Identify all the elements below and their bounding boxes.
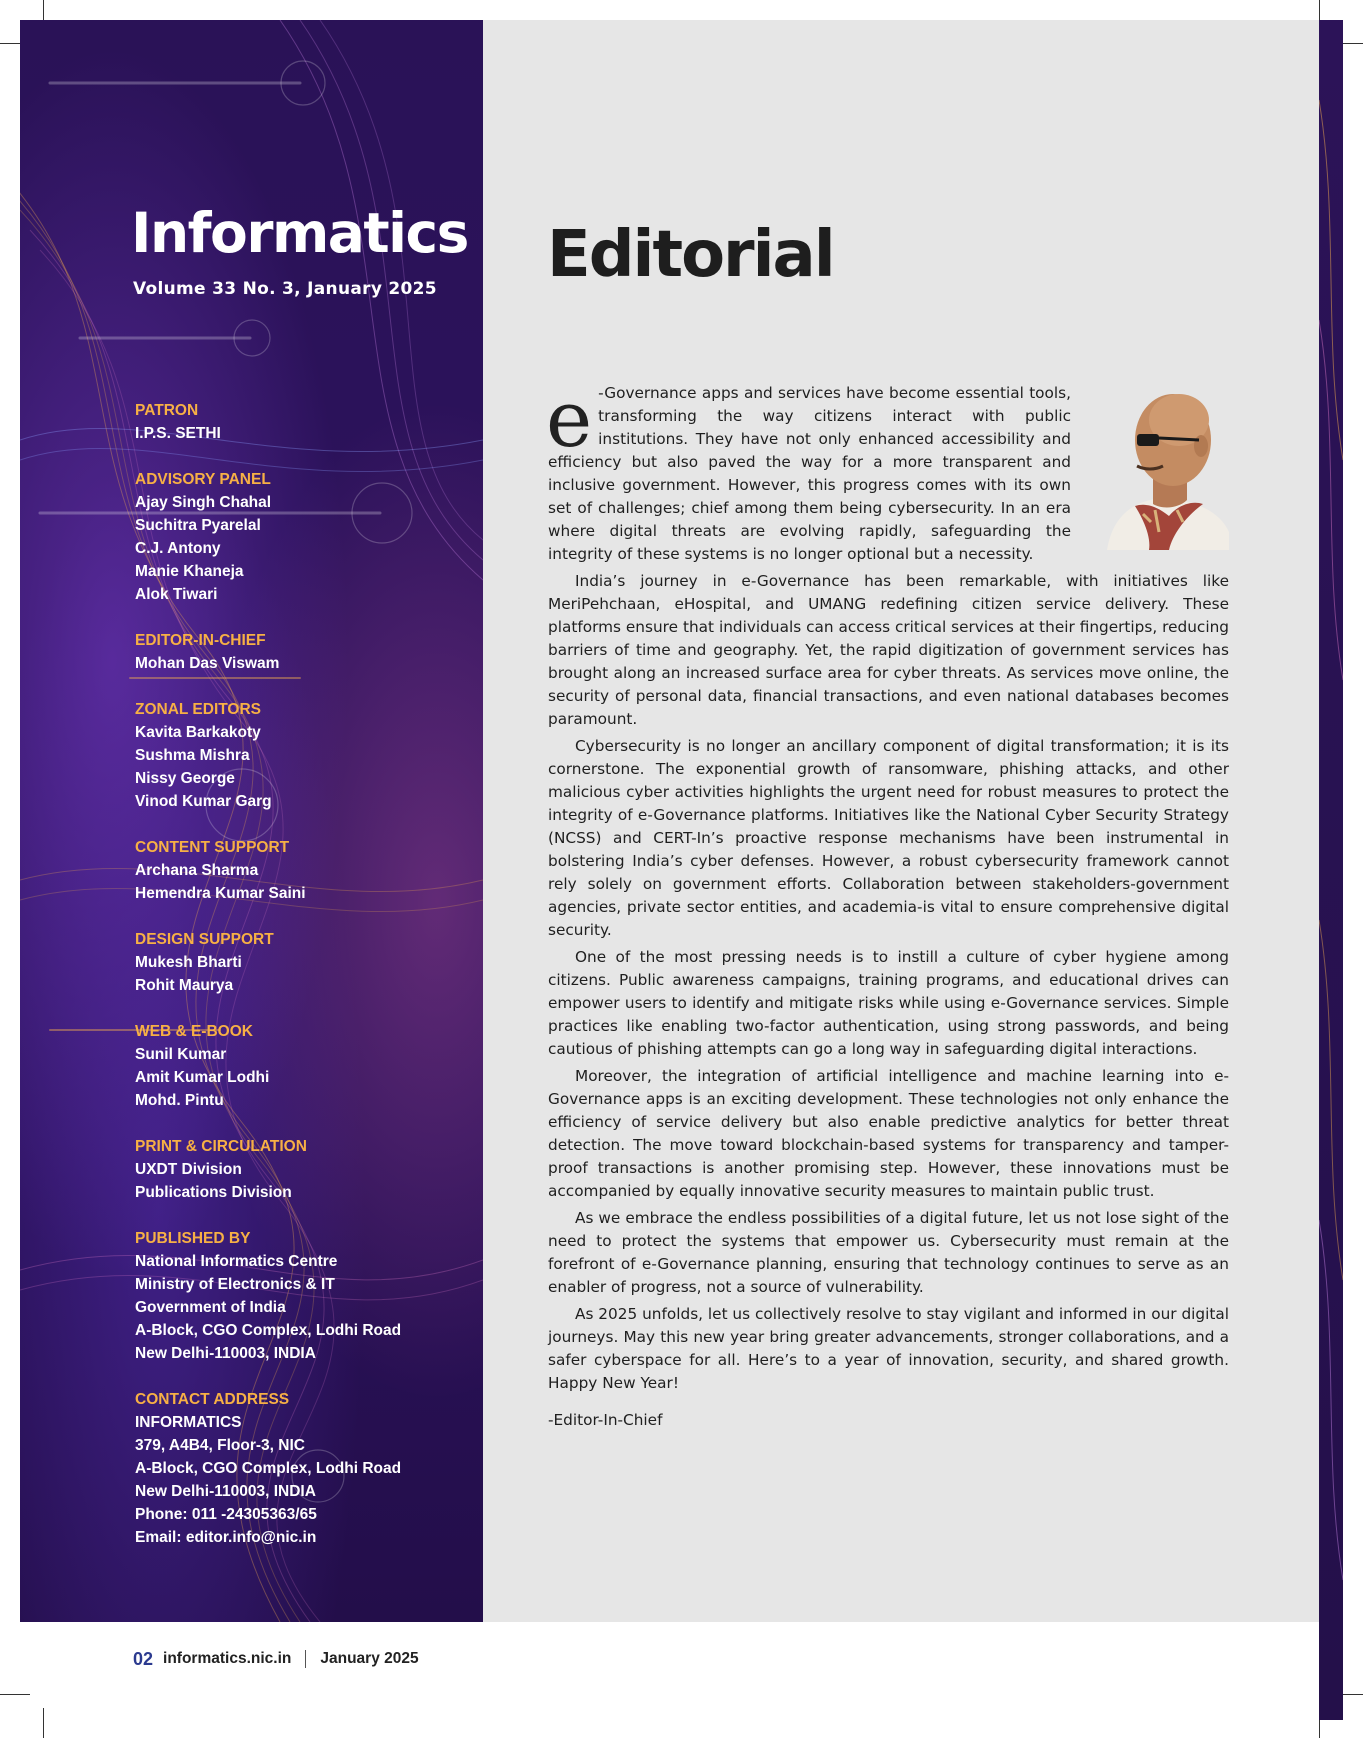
paragraph: As we embrace the endless possibilities of a digital future, let us not lose sight of the need to protect the systems that empower us. Cybersecurity must remain at the forefront of e-Governance planning, ensuring that technology continues to serve as an enabler of progress, not a source of vulnerability. (548, 1209, 1229, 1296)
masthead-line: Archana Sharma (135, 862, 259, 879)
masthead-group (135, 399, 465, 445)
masthead-heading: EDITOR-IN-CHIEF (135, 632, 266, 649)
masthead-line: Phone: 011 -24305363/65 (135, 1506, 317, 1523)
masthead-line: Government of India (135, 1299, 286, 1316)
masthead-heading: ZONAL EDITORS (135, 701, 262, 718)
masthead-list (135, 399, 465, 1572)
masthead-line: Mohan Das Viswam (135, 655, 280, 672)
page-footer (133, 1647, 419, 1671)
masthead-line: I.P.S. SETHI (135, 425, 221, 442)
masthead-line: INFORMATICS (135, 1414, 242, 1431)
crop-mark (0, 1694, 30, 1695)
masthead-line: Kavita Barkakoty (135, 724, 261, 741)
paragraph: India’s journey in e-Governance has been remarkable, with initiatives like MeriPehchaan, eHospital, and UMANG redefining citizen service delivery. These platforms ensure that individuals can access critical services at their fingertips, reducing barriers of time and geography. Yet, the rapid digitization of government services has brought along an increased surface area for cyber threats. As services move online, the security of personal data, financial transactions, and even national databases becomes paramount. (548, 572, 1229, 728)
drop-cap: e (546, 375, 593, 465)
masthead-line: Manie Khaneja (135, 563, 244, 580)
masthead-line: Mukesh Bharti (135, 954, 242, 971)
masthead-line: Suchitra Pyarelal (135, 517, 261, 534)
masthead-sidebar (20, 20, 483, 1622)
masthead-line: UXDT Division (135, 1161, 242, 1178)
magazine-issue: Volume 33 No. 3, January 2025 (133, 279, 437, 299)
masthead-line: Hemendra Kumar Saini (135, 885, 306, 902)
masthead-heading: DESIGN SUPPORT (135, 931, 274, 948)
masthead-line: Ministry of Electronics & IT (135, 1276, 335, 1293)
paragraph: Cybersecurity is no longer an ancillary component of digital transformation; it is its cornerstone. The exponential growth of ransomware, phishing attacks, and other malicious cyber activities highlights the urgent need for robust measures to protect the integrity of e-Governance platforms. Initiatives like the National Cyber Security Strategy (NCSS) and CERT-In’s proactive response mechanisms have been instrumental in bolstering India’s cyber defenses. However, a robust cybersecurity framework cannot rely solely on government efforts. Collaboration between stakeholders-government agencies, private sector entities, and academia-is vital to ensure comprehensive digital security. (548, 737, 1229, 939)
masthead-line: Alok Tiwari (135, 586, 218, 603)
masthead-group (135, 1020, 465, 1112)
footer-date: January 2025 (320, 1650, 419, 1667)
masthead-group (135, 1227, 465, 1365)
right-edge-strip (1319, 20, 1343, 1720)
masthead-heading: CONTACT ADDRESS (135, 1391, 290, 1408)
footer-divider (305, 1650, 306, 1668)
masthead-line: Sunil Kumar (135, 1046, 227, 1063)
masthead-heading: CONTENT SUPPORT (135, 839, 290, 856)
masthead-heading: WEB & E-BOOK (135, 1023, 253, 1040)
masthead-line: Email: editor.info@nic.in (135, 1529, 317, 1546)
magazine-title: Informatics (131, 201, 468, 265)
masthead-group (135, 928, 465, 997)
masthead-group (135, 1388, 465, 1549)
masthead-line: Sushma Mishra (135, 747, 250, 764)
decorative-wave-lines (1319, 20, 1343, 1720)
masthead-line: Nissy George (135, 770, 235, 787)
masthead-line: A-Block, CGO Complex, Lodhi Road (135, 1460, 402, 1477)
masthead-group (135, 698, 465, 813)
masthead-line: National Informatics Centre (135, 1253, 338, 1270)
footer-website-link[interactable]: informatics.nic.in (163, 1650, 292, 1667)
masthead-line: Vinod Kumar Garg (135, 793, 272, 810)
masthead-group (135, 468, 465, 606)
paragraph: As 2025 unfolds, let us collectively resolve to stay vigilant and informed in our digital journeys. May this new year bring greater advancements, stronger collaborations, and a safer cyberspace for all. Here’s to a year of innovation, security, and shared growth. Happy New Year! (548, 1305, 1229, 1392)
page-title: Editorial (547, 218, 834, 292)
paragraph: Moreover, the integration of artificial intelligence and machine learning into e-Governance apps is an exciting development. These technologies not only enhance the efficiency of service delivery but also enable predictive analytics for better threat detection. The move toward blockchain-based systems for transparency and tamper-proof transactions is another promising step. However, these innovations must be accompanied by equally innovative security measures to maintain public trust. (548, 1067, 1229, 1200)
masthead-line: 379, A4B4, Floor-3, NIC (135, 1437, 305, 1454)
masthead-line: New Delhi-110003, INDIA (135, 1483, 316, 1500)
masthead-heading: PATRON (135, 402, 199, 419)
paragraph: One of the most pressing needs is to instill a culture of cyber hygiene among citizens. Public awareness campaigns, training programs, and educational drives can empower users to identify and mitigate risks while using e-Governance services. Simple practices like enabling two-factor authentication, using strong passwords, and being cautious of phishing attempts can go a long way in safeguarding digital interactions. (548, 948, 1229, 1058)
masthead-line: Amit Kumar Lodhi (135, 1069, 270, 1086)
editor-photo (1093, 382, 1229, 550)
masthead-line: New Delhi-110003, INDIA (135, 1345, 316, 1362)
paragraph-intro-text: -Governance apps and services have become essential tools, transforming the way citizens interact with public institutions. They have not only enhanced accessibility and efficiency but also paved the way for a more transparent and inclusive government. However, this progress comes with its own set of challenges; chief among them being cybersecurity. In an era where digital threats are evolving rapidly, safeguarding the integrity of these systems is no longer optional but a necessity. (548, 384, 1071, 563)
masthead-line: Mohd. Pintu (135, 1092, 224, 1109)
masthead-heading: ADVISORY PANEL (135, 471, 271, 488)
masthead-group (135, 1135, 465, 1204)
masthead-heading: PUBLISHED BY (135, 1230, 251, 1247)
masthead-line: C.J. Antony (135, 540, 221, 557)
masthead-line: Publications Division (135, 1184, 292, 1201)
masthead-line: Rohit Maurya (135, 977, 234, 994)
page-number: 02 (133, 1648, 154, 1669)
masthead-group (135, 629, 465, 675)
masthead-heading: PRINT & CIRCULATION (135, 1138, 307, 1155)
editorial-article (546, 375, 1229, 1399)
masthead-group (135, 836, 465, 905)
masthead-line: A-Block, CGO Complex, Lodhi Road (135, 1322, 402, 1339)
crop-mark (43, 1708, 44, 1738)
masthead-line: Ajay Singh Chahal (135, 494, 272, 511)
signoff: -Editor-In-Chief (548, 1411, 663, 1429)
